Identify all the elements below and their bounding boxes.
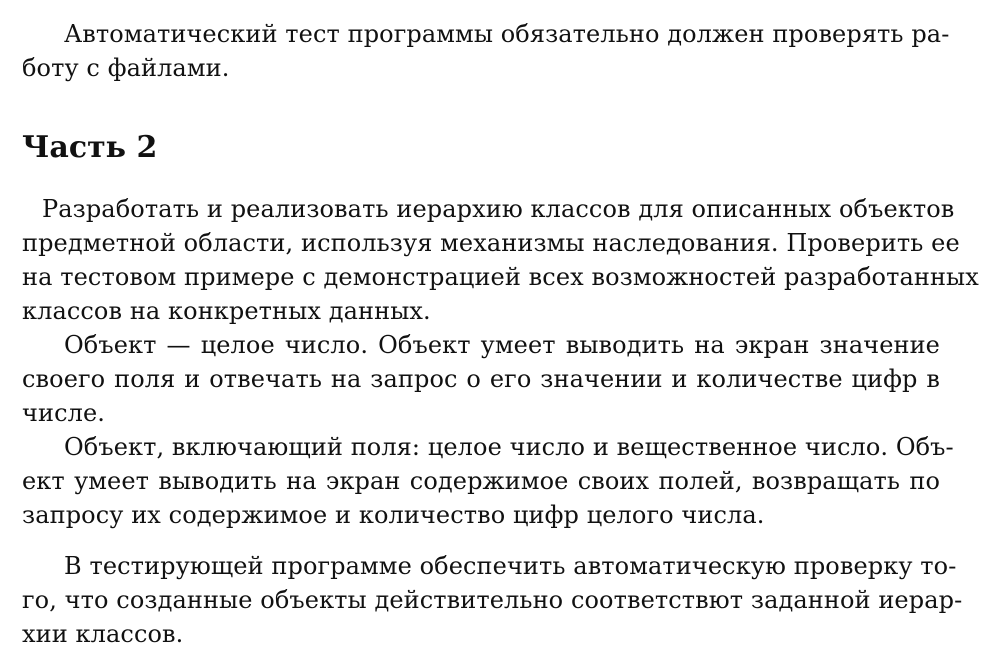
section-heading: Часть 2 [22,130,158,165]
paragraph-line: предметной области, используя механизмы наследования. Проверить ее [22,229,960,257]
paragraph-line: ект умеет выводить на экран содержимое своих полей, возвращать по [22,467,940,495]
paragraph-line: классов на конкретных данных. [22,297,431,325]
paragraph-line: своего поля и отвечать на запрос о его значении и количестве цифр в [22,365,940,393]
paragraph-line: на тестовом примере с демонстрацией всех возможностей разработанных [22,263,979,291]
paragraph-line: В тестирующей программе обеспечить автоматическую проверку то- [64,552,957,580]
paragraph-line: числе. [22,399,105,427]
paragraph-line: Разработать и реализовать иерархию классов для описанных объектов [42,195,955,223]
paragraph-line: запросу их содержимое и количество цифр целого числа. [22,501,765,529]
paragraph-line: Автоматический тест программы обязательно должен проверять ра- [64,20,950,48]
paragraph-line: го, что созданные объекты действительно соответствют заданной иерар- [22,586,963,614]
paragraph-line: Объект, включающий поля: целое число и вещественное число. Объ- [64,433,954,461]
paragraph-line: Объект — целое число. Объект умеет выводить на экран значение [64,331,940,359]
paragraph-line: хии классов. [22,620,184,648]
paragraph-line: боту с файлами. [22,54,230,82]
